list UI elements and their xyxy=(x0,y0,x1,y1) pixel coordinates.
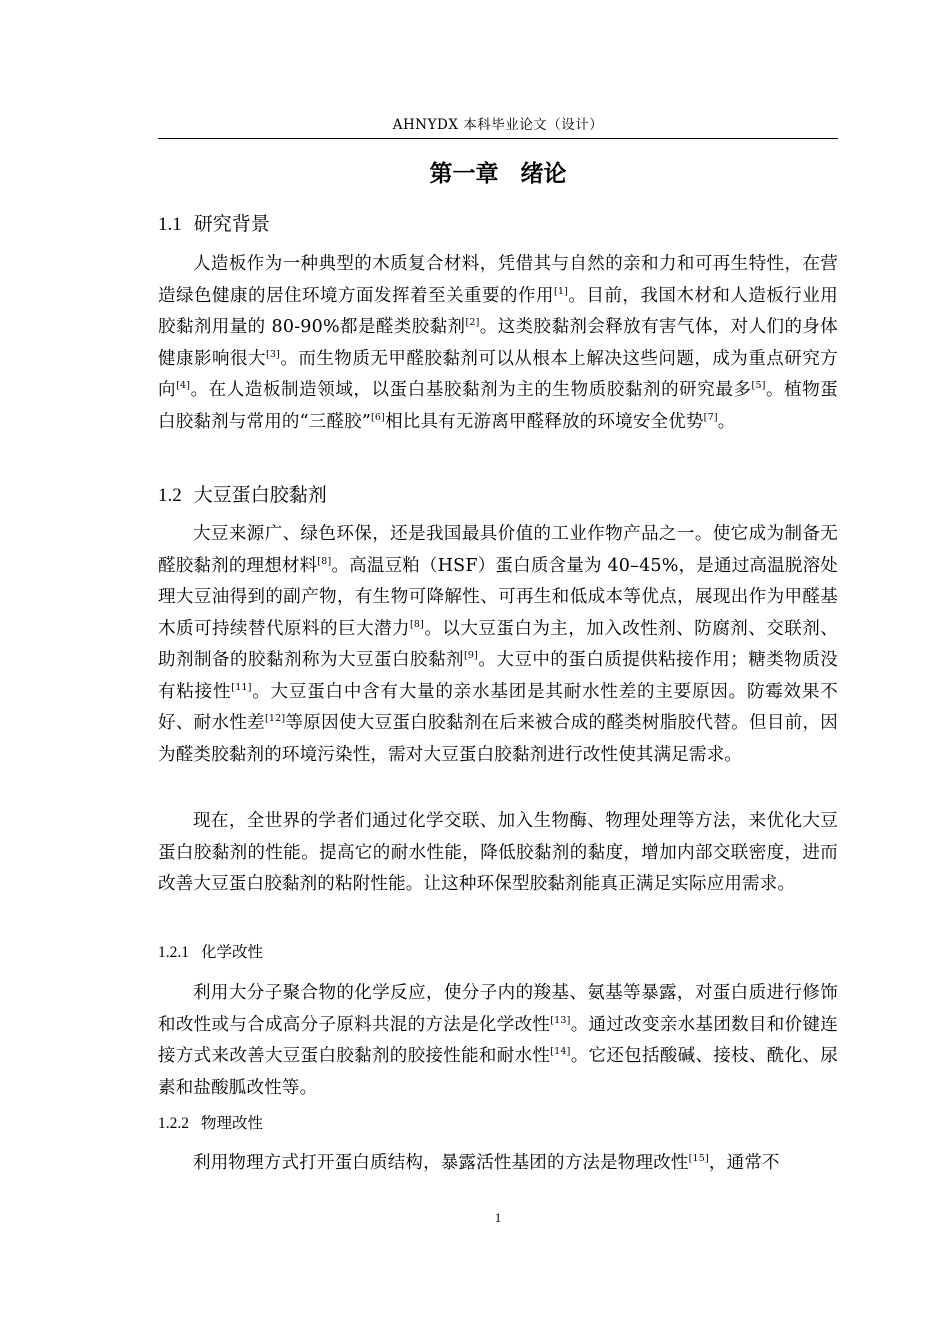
paragraph-text: 人造板作为一种典型的木质复合材料，凭借其与自然的亲和力和可再生特性，在营造绿色健康的居住环境方面发挥着至关重要的作用 xyxy=(158,254,838,306)
paragraph-text: 等原因使大豆蛋白胶黏剂在后来被合成的醛类树脂胶代替。但目前，因为醛类胶黏剂的环境污染性，需对大豆蛋白胶黏剂进行改性使其满足需求。 xyxy=(158,713,839,765)
chapter-number: 第一章 xyxy=(429,161,499,187)
citation-reference: [13] xyxy=(550,1014,571,1026)
section-heading-1-2-2 xyxy=(158,1110,838,1137)
citation-reference: [5] xyxy=(751,380,766,391)
section-heading-1-2-1 xyxy=(158,939,838,966)
section-number: 1.2.1 xyxy=(158,944,189,961)
paragraph-text: 利用大分子聚合物的化学反应，使分子内的羧基、氨基等暴露，对蛋白质进行修饰和改性或与合成高分子原料共混的方法是化学改性 xyxy=(158,983,838,1035)
paragraph-text: 。 xyxy=(717,411,736,432)
paragraph-chemical-modification xyxy=(158,978,838,1104)
section-number: 1.1 xyxy=(158,214,182,235)
paragraph-text: 。植物蛋白胶黏剂与常用的“三醛胶” xyxy=(158,380,838,432)
header-rule xyxy=(158,138,838,139)
citation-reference: [14] xyxy=(550,1046,571,1057)
citation-reference: [3] xyxy=(266,348,281,360)
paragraph-modification-overview xyxy=(158,806,838,901)
section-title: 物理改性 xyxy=(201,1114,264,1132)
paragraph-text: 。这类胶黏剂会释放有害气体，对人们的身体健康影响很大 xyxy=(158,317,839,369)
paragraph-text: 利用物理方式打开蛋白质结构，暴露活性基团的方法是物理改性 xyxy=(193,1153,689,1173)
section-heading-1-2 xyxy=(158,480,838,511)
paragraph-text: 。大豆中的蛋白质提供粘接作用；糖类物质没有粘接性 xyxy=(158,650,838,702)
citation-reference: [4] xyxy=(176,380,191,391)
section-number: 1.2.2 xyxy=(158,1115,189,1132)
citation-reference: [15] xyxy=(688,1153,709,1164)
citation-reference: [9] xyxy=(463,650,479,661)
paragraph-text: 。大豆蛋白中含有大量的亲水基团是其耐水性差的主要原因。防霉效果不好、耐水性差 xyxy=(158,681,838,733)
paragraph-text: 现在，全世界的学者们通过化学交联、加入生物酶、物理处理等方法，来优化大豆蛋白胶黏剂的性能。提高它的耐水性能，降低胶黏剂的黏度，增加内部交联密度，进而改善大豆蛋白胶黏剂的粘附性能。让这种环保型胶黏剂能真正满足实际应用需求。 xyxy=(158,811,838,894)
citation-reference: [8] xyxy=(317,555,332,567)
section-title: 研究背景 xyxy=(193,213,270,235)
section-title: 大豆蛋白胶黏剂 xyxy=(193,484,327,506)
paragraph-text: 大豆来源广、绿色环保，还是我国最具价值的工业作物产品之一。使它成为制备无醛胶黏剂的理想材料 xyxy=(158,524,838,576)
page-number: 1 xyxy=(494,1210,502,1225)
section-title: 化学改性 xyxy=(201,943,264,961)
paragraph-text: 。目前，我国木材和人造板行业用胶黏剂用量的 80-90%都是醛类胶黏剂 xyxy=(158,285,839,337)
paragraph-physical-modification xyxy=(158,1148,838,1180)
citation-reference: [1] xyxy=(553,285,569,297)
citation-reference: [7] xyxy=(703,411,718,423)
citation-reference: [12] xyxy=(264,713,286,724)
paragraph-text: 。而生物质无甲醛胶黏剂可以从根本上解决这些问题，成为重点研究方向 xyxy=(158,348,839,400)
citation-reference: [11] xyxy=(231,681,252,693)
citation-reference: [2] xyxy=(465,317,480,328)
paragraph-text: 。以大豆蛋白为主，加入改性剂、防腐剂、交联剂、助剂制备的胶黏剂称为大豆蛋白胶黏剂 xyxy=(158,618,838,670)
chapter-title xyxy=(158,157,838,191)
citation-reference: [8] xyxy=(409,618,425,630)
citation-reference: [6] xyxy=(371,411,386,423)
running-header: AHNYDX 本科毕业论文（设计） xyxy=(392,117,604,133)
paragraph-soy-protein xyxy=(158,519,838,771)
paragraph-text: 。高温豆粕（HSF）蛋白质含量为 40–45%，是通过高温脱溶处理大豆油得到的副产物，有生物可降解性、可再生和低成本等优点，展现出作为甲醛基木质可持续替代原料的巨大潜力 xyxy=(158,555,838,639)
section-number: 1.2 xyxy=(158,485,182,506)
paragraph-text: ，通常不 xyxy=(708,1153,780,1173)
paragraph-text: 。通过改变亲水基团数目和价键连接方式来改善大豆蛋白胶黏剂的胶接性能和耐水性 xyxy=(158,1014,838,1066)
paragraph-text: 。它还包括酸碱、接枝、酰化、尿素和盐酸胍改性等。 xyxy=(158,1046,838,1098)
paragraph-text: 。在人造板制造领域，以蛋白基胶黏剂为主的生物质胶黏剂的研究最多 xyxy=(190,380,752,400)
paragraph-background xyxy=(158,249,838,438)
section-heading-1-1 xyxy=(158,209,838,240)
chapter-name: 绪论 xyxy=(520,161,567,187)
paragraph-text: 相比具有无游离甲醛释放的环境安全优势 xyxy=(385,411,704,432)
